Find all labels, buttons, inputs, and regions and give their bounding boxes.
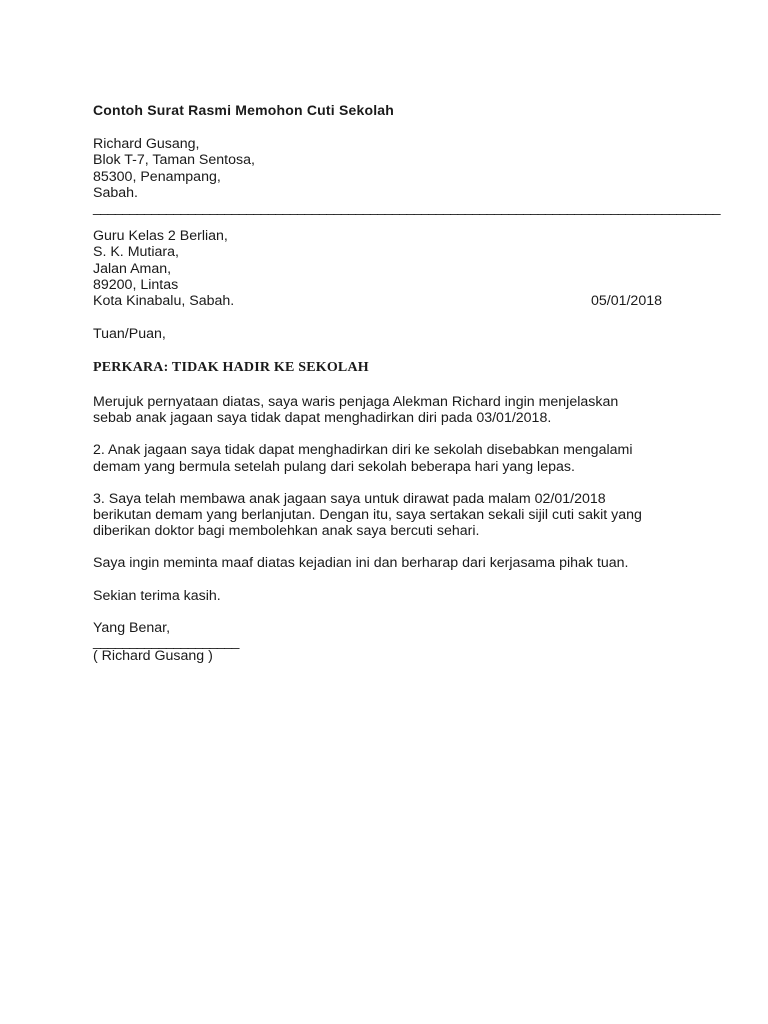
paragraph-line: sebab anak jagaan saya tidak dapat menghadirkan diri pada 03/01/2018. (93, 410, 552, 427)
paragraph-line: 2. Anak jagaan saya tidak dapat menghadirkan diri ke sekolah disebabkan mengalami (93, 442, 633, 459)
sender-address-line: Blok T-7, Taman Sentosa, (93, 152, 255, 169)
spacer (93, 215, 665, 228)
paragraph-line: 3. Saya telah membawa anak jagaan saya untuk dirawat pada malam 02/01/2018 (93, 490, 606, 507)
body-paragraph-1 (93, 394, 665, 426)
spacer (93, 604, 665, 620)
letter-page (93, 100, 720, 665)
sender-address-line: 85300, Penampang, (93, 168, 221, 185)
document-title: Contoh Surat Rasmi Memohon Cuti Sekolah (93, 102, 395, 118)
paragraph-line: demam yang bermula setelah pulang dari sekolah beberapa hari yang lepas. (93, 458, 575, 475)
paragraph-line: berikutan demam yang berlanjutan. Dengan itu, saya sertakan sekali sijil cuti sakit yang (93, 506, 642, 523)
recipient-address-line: S. K. Mutiara, (93, 244, 179, 261)
body-paragraph-2 (93, 442, 665, 474)
recipient-address-line: Jalan Aman, (93, 260, 172, 277)
sender-address-line: Richard Gusang, (93, 136, 200, 152)
letter-subject: PERKARA: TIDAK HADIR KE SEKOLAH (93, 359, 369, 375)
recipient-address-line: 89200, Lintas (93, 277, 179, 294)
spacer (93, 120, 665, 136)
recipient-address-line: Kota Kinabalu, Sabah. (93, 293, 235, 310)
body-paragraph-5 (93, 588, 665, 604)
sender-address-line: Sabah. (93, 184, 138, 201)
paragraph-line: diberikan doktor bagi membolehkan anak saya bercuti sehari. (93, 523, 480, 540)
paragraph-line: Merujuk pernyataan diatas, saya waris penjaga Alekman Richard ingin menjelaskan (93, 393, 619, 410)
signature-line: ____________________ (93, 634, 239, 651)
spacer (93, 310, 665, 326)
paragraph-line: Saya ingin meminta maaf diatas kejadian ini dan berharap dari kerjasama pihak tuan. (93, 555, 629, 572)
spacer (93, 539, 665, 555)
letter-date: 05/01/2018 (590, 293, 662, 310)
closing: Yang Benar, (93, 619, 171, 636)
separator-rule: ______________________________________________________________________________________ (93, 200, 720, 217)
sender-address (93, 136, 665, 201)
signature-name: ( Richard Gusang ) (93, 648, 213, 665)
body-paragraph-4 (93, 555, 665, 571)
spacer (93, 342, 665, 358)
spacer (93, 378, 665, 394)
salutation: Tuan/Puan, (93, 325, 166, 342)
recipient-address-line: Guru Kelas 2 Berlian, (93, 228, 228, 245)
spacer (93, 475, 665, 491)
spacer (93, 426, 665, 442)
recipient-address (93, 228, 665, 309)
recipient-last-line-row (93, 293, 662, 309)
spacer (93, 572, 665, 588)
body-paragraph-3 (93, 491, 665, 540)
paragraph-line: Sekian terima kasih. (93, 587, 221, 604)
